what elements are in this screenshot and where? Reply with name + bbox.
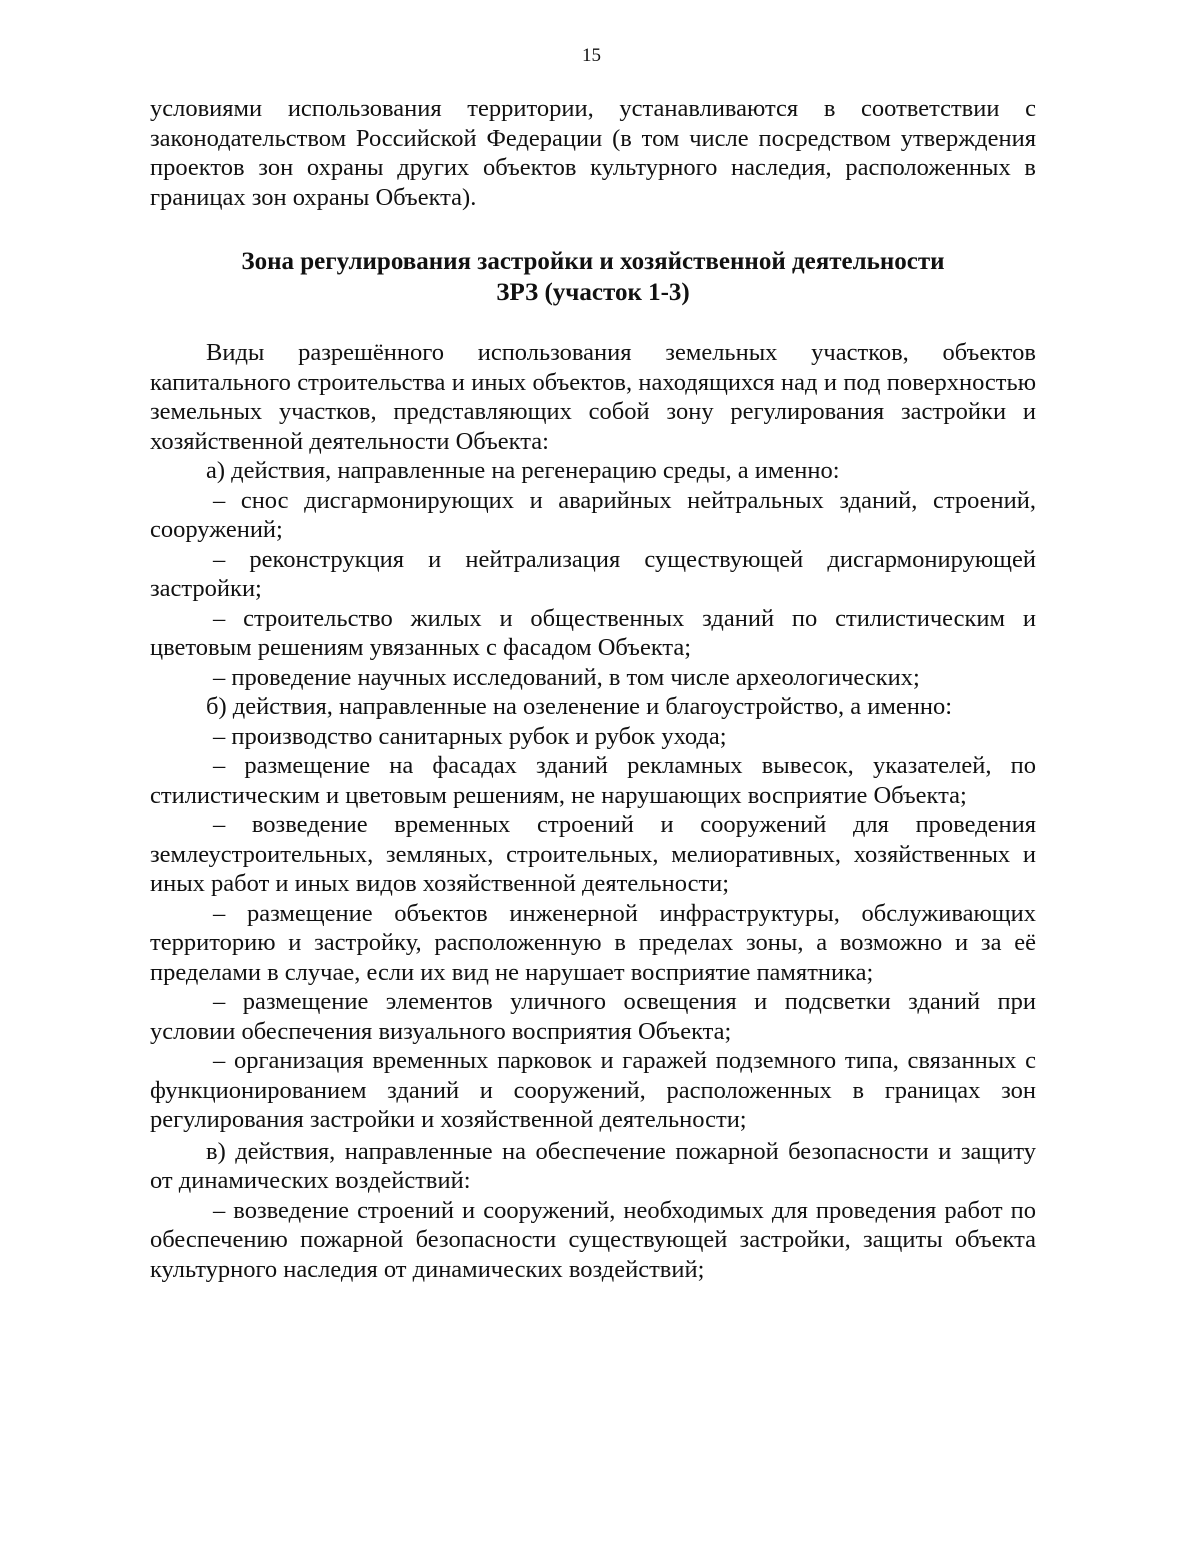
list-item: – реконструкция и нейтрализация существующей дисгармонирующей застройки;	[150, 545, 1036, 602]
list-item: – строительство жилых и общественных зданий по стилистическим и цветовым решениям увязанных с фасадом Объекта;	[150, 604, 1036, 661]
list-item: – проведение научных исследований, в том числе археологических;	[213, 663, 920, 691]
section-heading	[150, 246, 1036, 308]
section-b-heading: б) действия, направленные на озеленение и благоустройство, а именно:	[206, 693, 953, 720]
section-heading-line-2: ЗРЗ (участок 1-3)	[496, 279, 690, 306]
list-item: – размещение объектов инженерной инфраструктуры, обслуживающих территорию и застройку, расположенную в пределах зоны, а возможно и за её пределами в случае, если их вид не нарушает восприятие памятника;	[150, 899, 1036, 986]
list-item: – организация временных парковок и гаражей подземного типа, связанных с функционированием зданий и сооружений, расположенных в границах зон регулирования застройки и хозяйственной деятельности;	[150, 1047, 1036, 1133]
section-a-heading: а) действия, направленные на регенерацию среды, а именно:	[206, 457, 840, 484]
section-c-heading: в) действия, направленные на обеспечение пожарной безопасности и защиту от динамических воздействий:	[150, 1137, 1036, 1194]
section-heading-line-1: Зона регулирования застройки и хозяйственной деятельности	[241, 248, 945, 275]
list-item: – возведение временных строений и сооружений для проведения землеустроительных, земляных, строительных, мелиоративных, хозяйственных и иных работ и иных видов хозяйственной деятельности;	[150, 811, 1036, 897]
list-item: – размещение элементов уличного освещения и подсветки зданий при условии обеспечения визуального восприятия Объекта;	[150, 988, 1036, 1045]
list-item: – снос дисгармонирующих и аварийных нейтральных зданий, строений, сооружений;	[150, 486, 1036, 543]
list-item: – размещение на фасадах зданий рекламных вывесок, указателей, по стилистическим и цветовым решениям, не нарушающих восприятие Объекта;	[150, 752, 1036, 809]
intro-paragraph: условиями использования территории, устанавливаются в соответствии с законодательством Российской Федерации (в том числе посредством утверждения проектов зон охраны других объектов культурного наследия, расположенных в границах зон охраны Объекта).	[150, 95, 1036, 211]
document-content	[150, 94, 1036, 1284]
list-item: – производство санитарных рубок и рубок ухода;	[213, 722, 727, 750]
list-item: – возведение строений и сооружений, необходимых для проведения работ по обеспечению пожарной безопасности существующей застройки, защиты объекта культурного наследия от динамических воздействий;	[150, 1196, 1036, 1283]
page-number: 15	[582, 45, 601, 66]
lead-paragraph: Виды разрешённого использования земельных участков, объектов капитального строительства и иных объектов, находящихся над и под поверхностью земельных участков, представляющих собой зону регулирования застройки и хозяйственной деятельности Объекта:	[150, 339, 1036, 455]
